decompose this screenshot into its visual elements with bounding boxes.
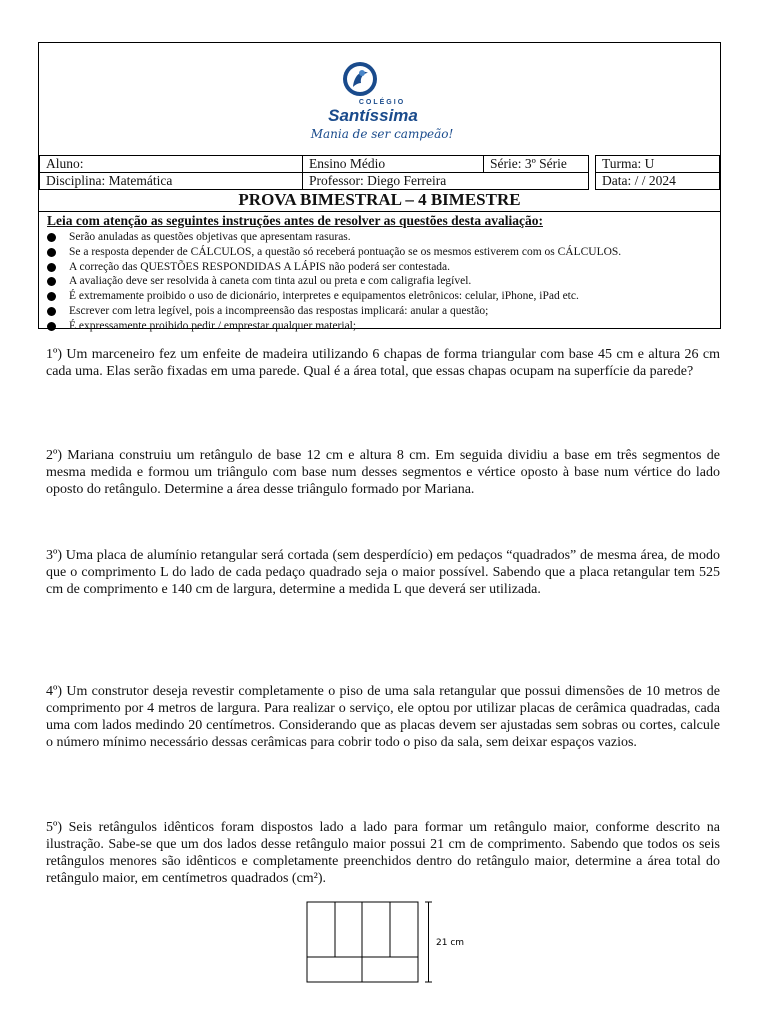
bullet-icon bbox=[47, 263, 56, 272]
rectangles-figure bbox=[300, 898, 470, 988]
instruction-text: É extremamente proibido o uso de dicionário, interpretes e equipamentos eletrônicos: celular, iPhone, iPad etc. bbox=[69, 290, 579, 303]
bullet-icon bbox=[47, 307, 56, 316]
instruction-text: A avaliação deve ser resolvida à caneta com tinta azul ou preta e com caligrafia legível. bbox=[69, 275, 472, 288]
instruction-item bbox=[45, 289, 621, 304]
exam-title: PROVA BIMESTRAL – 4 BIMESTRE bbox=[39, 189, 720, 212]
info-row-2 bbox=[40, 173, 720, 190]
instruction-text: A correção das QUESTÕES RESPONDIDAS A LÁPIS não poderá ser contestada. bbox=[69, 260, 451, 273]
info-row-1 bbox=[40, 156, 720, 173]
instruction-text: Serão anuladas as questões objetivas que apresentam rasuras. bbox=[69, 231, 351, 243]
instructions-heading: Leia com atenção as seguintes instruções antes de resolver as questões desta avaliação: bbox=[47, 213, 543, 228]
cell-gap bbox=[589, 156, 596, 173]
instruction-item bbox=[45, 260, 621, 275]
level-cell: Ensino Médio bbox=[303, 156, 484, 173]
bullet-icon bbox=[47, 248, 56, 257]
instruction-text: É expressamente proibido pedir / emprestar qualquer material; bbox=[69, 319, 357, 332]
instructions-list bbox=[45, 230, 621, 334]
question-1: 1º) Um marceneiro fez um enfeite de madeira utilizando 6 chapas de forma triangular com base 45 cm e altura 26 cm cada uma. Elas serão fixadas em uma parede. Qual é a área total, que essas chapas ocupam na superfície da parede? bbox=[46, 347, 720, 379]
cell-gap bbox=[589, 173, 596, 190]
bullet-icon bbox=[47, 322, 56, 331]
instruction-item bbox=[45, 319, 621, 334]
school-logo bbox=[307, 59, 457, 157]
instruction-item bbox=[45, 304, 621, 319]
instruction-item bbox=[45, 230, 621, 245]
logo-motto: Mania de ser campeão! bbox=[310, 127, 454, 141]
logo-name: Santíssima bbox=[328, 106, 418, 125]
instruction-text: Escrever com letra legível, pois a incompreensão das respostas implicará: anular a questão; bbox=[69, 304, 489, 317]
date-field[interactable]: Data: / / 2024 bbox=[596, 173, 720, 190]
bullet-icon bbox=[47, 292, 56, 301]
question-3: 3º) Uma placa de alumínio retangular será cortada (sem desperdício) em pedaços “quadrados” de mesma área, de modo que o comprimento L do lado de cada pedaço quadrado seja o maior possível. Sabendo que a placa retangular tem 525 cm de comprimento e 140 cm de largura, determine a medida L que deverá ser utilizada. bbox=[46, 548, 720, 597]
logo-emblem-icon bbox=[342, 61, 378, 97]
subject-cell: Disciplina: Matemática bbox=[40, 173, 303, 190]
logo-school-label: COLÉGIO bbox=[358, 99, 406, 106]
exam-header bbox=[38, 42, 721, 332]
instruction-item bbox=[45, 274, 621, 289]
teacher-cell: Professor: Diego Ferreira bbox=[303, 173, 589, 190]
instruction-text: Se a resposta depender de CÁLCULOS, a questão só receberá pontuação se os mesmos estiverem com os CÁLCULOS. bbox=[69, 245, 622, 258]
question-2: 2º) Mariana construiu um retângulo de base 12 cm e altura 8 cm. Em seguida dividiu a base em três segmentos de mesma medida e formou um triângulo com base num desses segmentos e vértice oposto à base num vértice do lado oposto do retângulo. Determine a área desse triângulo formado por Mariana. bbox=[46, 448, 720, 497]
bullet-icon bbox=[47, 277, 56, 286]
student-name-field[interactable]: Aluno: bbox=[40, 156, 303, 173]
instruction-item bbox=[45, 245, 621, 260]
grade-cell: Série: 3º Série bbox=[484, 156, 589, 173]
student-info-table bbox=[39, 155, 720, 190]
question-5: 5º) Seis retângulos idênticos foram dispostos lado a lado para formar um retângulo maior, conforme descrito na ilustração. Sabe-se que um dos lados desse retângulo maior possui 21 cm de comprimento. Sabendo que todos os seis retângulos menores são idênticos e completamente preenchidos dentro do retângulo maior, determine a área total do retângulo maior, em centímetros quadrados (cm²). bbox=[46, 820, 720, 886]
dimension-label: 21 cm bbox=[436, 938, 465, 948]
question-4: 4º) Um construtor deseja revestir completamente o piso de uma sala retangular que possui dimensões de 10 metros de comprimento por 4 metros de largura. Para realizar o serviço, ele optou por utilizar placas de cerâmica quadradas, cada uma com lados medindo 20 centímetros. Considerando que as placas devem ser ajustadas sem sobras ou cortes, calcule o número mínimo necessário dessas cerâmicas para cobrir todo o piso da sala, sem deixar espaços vazios. bbox=[46, 684, 720, 750]
class-cell: Turma: U bbox=[596, 156, 720, 173]
bullet-icon bbox=[47, 233, 56, 242]
